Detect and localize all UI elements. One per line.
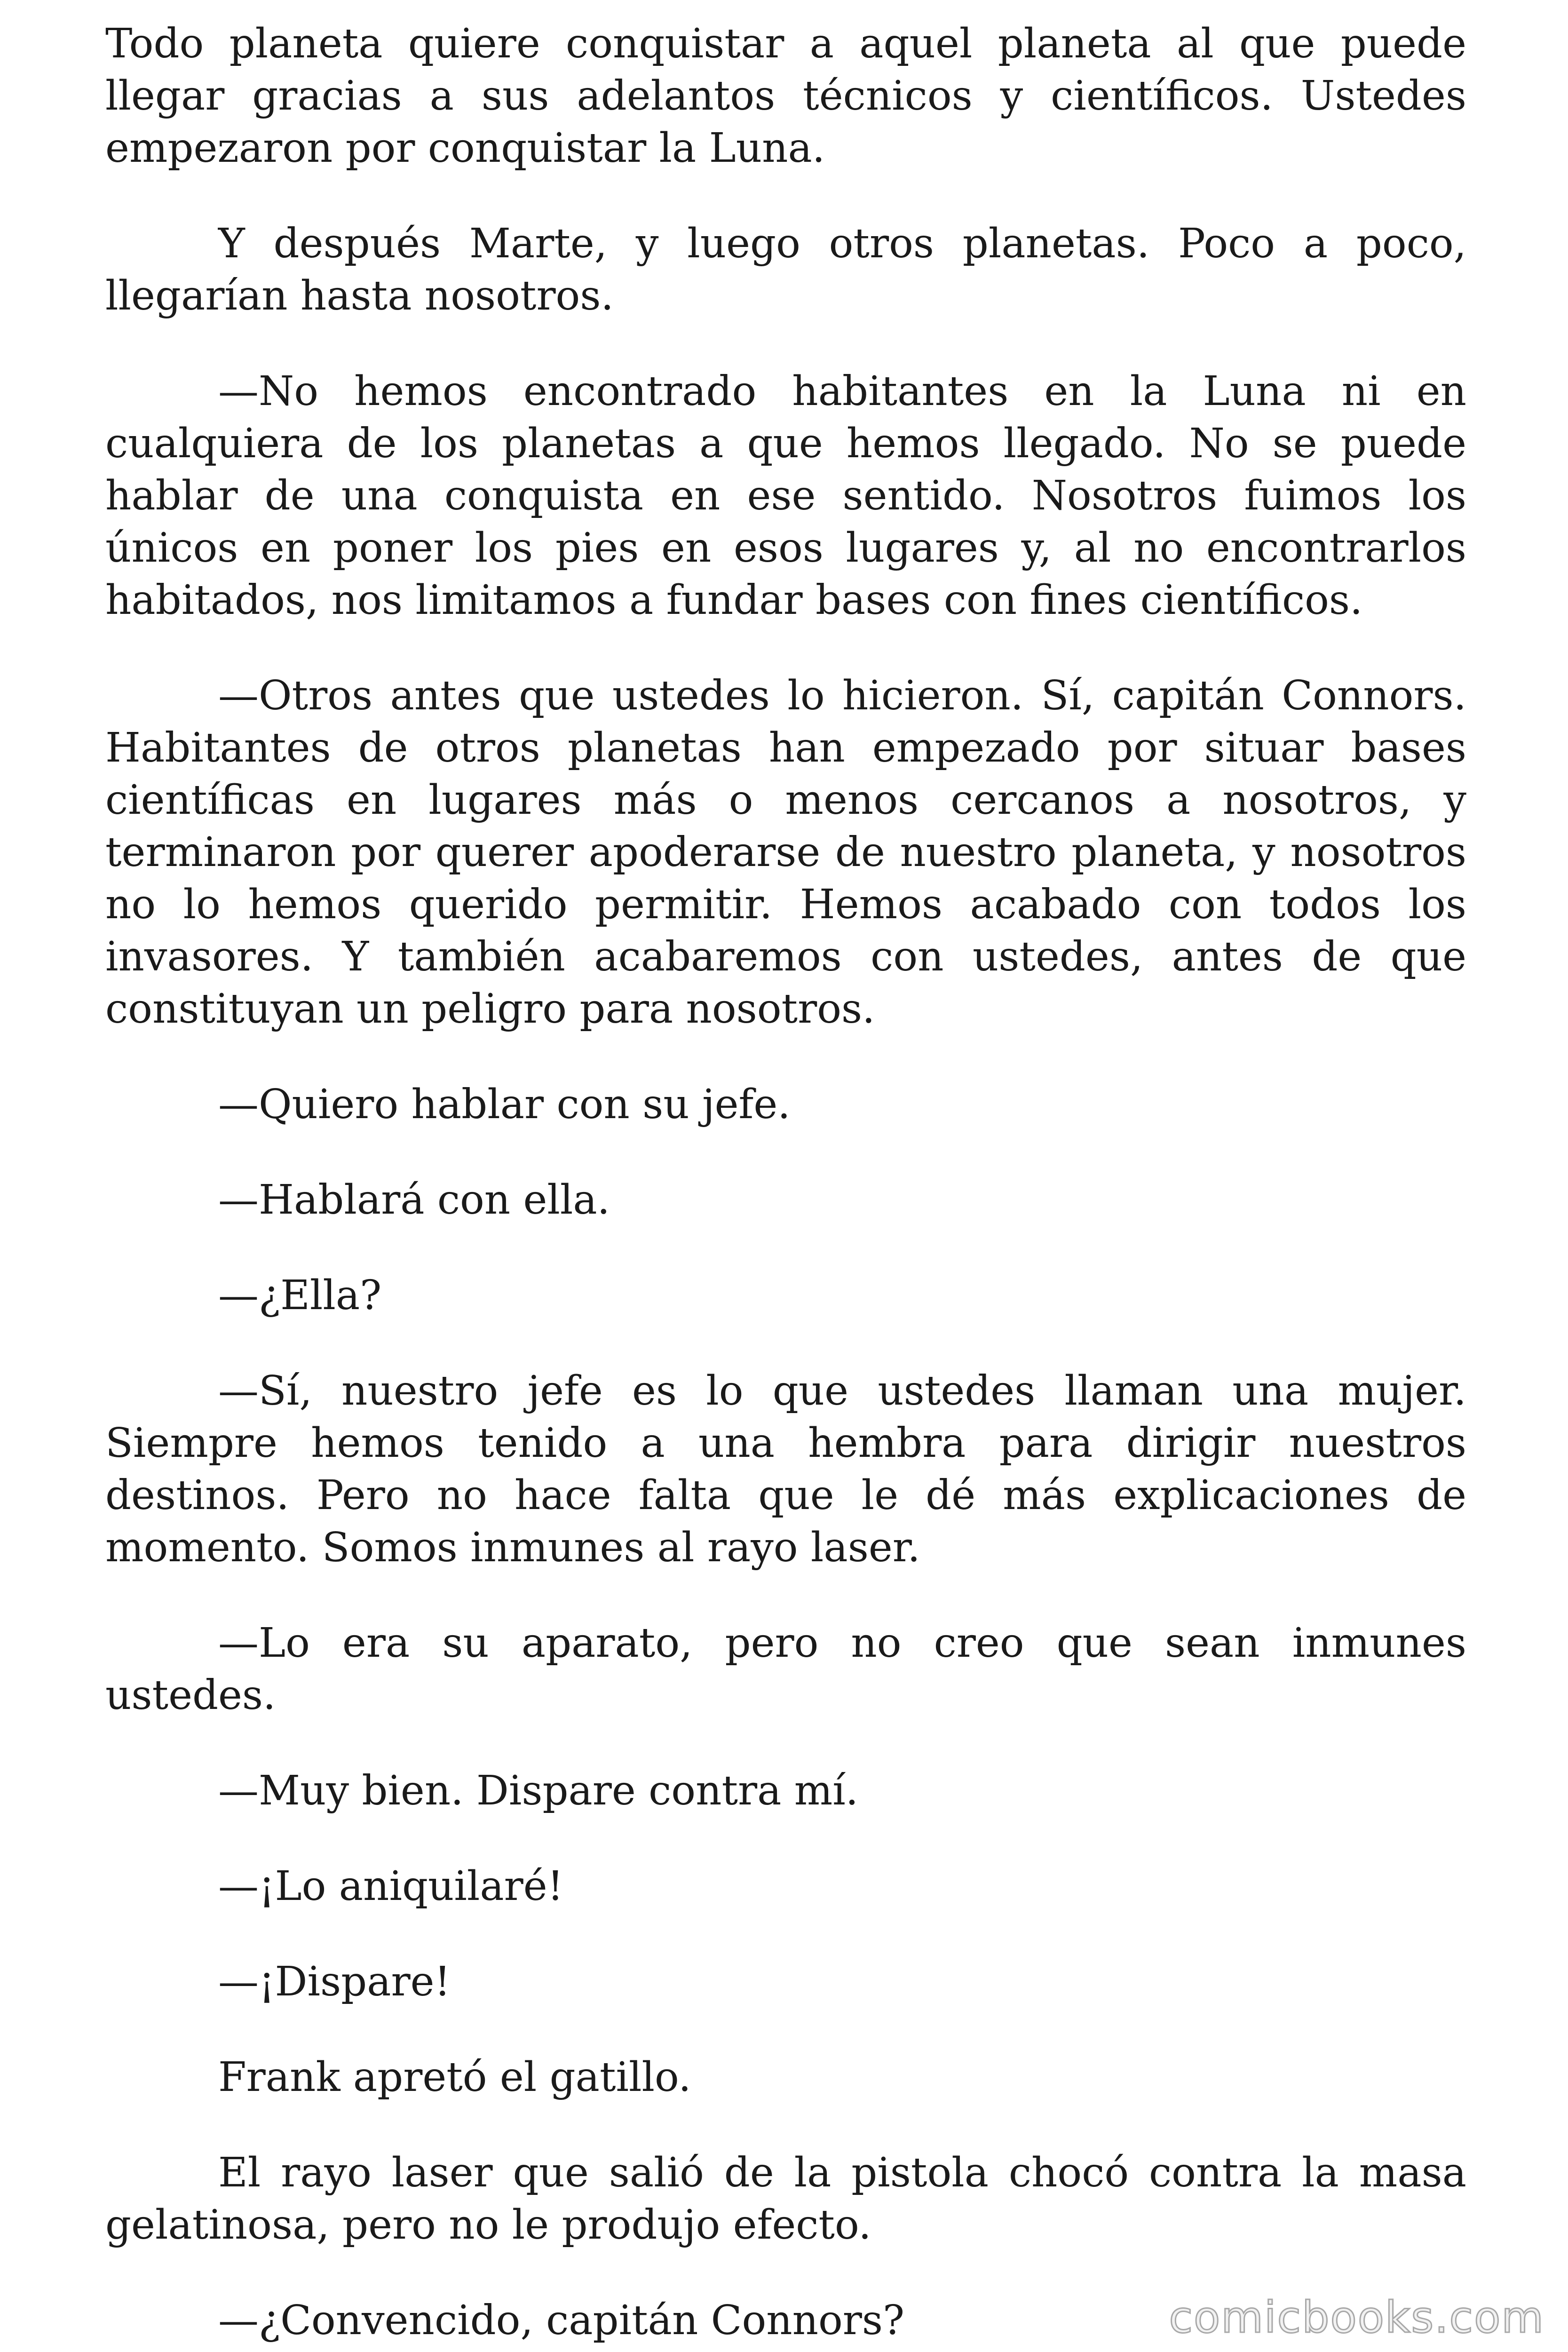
paragraph: —Sí, nuestro jefe es lo que ustedes llaman una mujer. Siempre hemos tenido a una hembra para dirigir nuestros destinos. Pero no hace falta que le dé más explicaciones de momento. Somos inmunes al rayo laser. <box>105 1367 1466 1571</box>
paragraph: —Otros antes que ustedes lo hicieron. Sí, capitán Connors. Habitantes de otros planetas han empezado por situar bases científicas en lugares más o menos cercanos a nosotros, y terminaron por querer apoderarse de nuestro planeta, y nosotros no lo hemos querido permitir. Hemos acabado con todos los invasores. Y también acabaremos con ustedes, antes de que constituyan un peligro para nosotros. <box>105 672 1466 1033</box>
watermark: comicbooks.com <box>1169 2292 1544 2343</box>
paragraph: —No hemos encontrado habitantes en la Luna ni en cualquiera de los planetas a que hemos llegado. No se puede hablar de una conquista en ese sentido. Nosotros fuimos los únicos en poner los pies en esos lugares y, al no encontrarlos habitados, nos limitamos a fundar bases con fines científicos. <box>105 368 1466 624</box>
paragraph: —¿Ella? <box>218 1272 382 1319</box>
paragraph: —¡Lo aniquilaré! <box>218 1863 564 1910</box>
paragraph: Frank apretó el gatillo. <box>218 2054 691 2101</box>
paragraph: —Quiero hablar con su jefe. <box>218 1081 791 1128</box>
paragraph: El rayo laser que salió de la pistola chocó contra la masa gelatinosa, pero no le produjo efecto. <box>105 2149 1466 2249</box>
paragraph: —¡Dispare! <box>218 1958 451 2005</box>
paragraph: —¿Convencido, capitán Connors? <box>218 2297 905 2344</box>
paragraph: —Lo era su aparato, pero no creo que sean inmunes ustedes. <box>105 1620 1466 1719</box>
paragraph: —Hablará con ella. <box>218 1176 610 1224</box>
paragraph: —Muy bien. Dispare contra mí. <box>218 1767 859 1814</box>
paragraph: Y después Marte, y luego otros planetas. Poco a poco, llegarían hasta nosotros. <box>105 220 1466 319</box>
book-page <box>105 18 1466 2352</box>
paragraph: Todo planeta quiere conquistar a aquel planeta al que puede llegar gracias a sus adelantos técnicos y científicos. Ustedes empezaron por conquistar la Luna. <box>105 20 1466 172</box>
